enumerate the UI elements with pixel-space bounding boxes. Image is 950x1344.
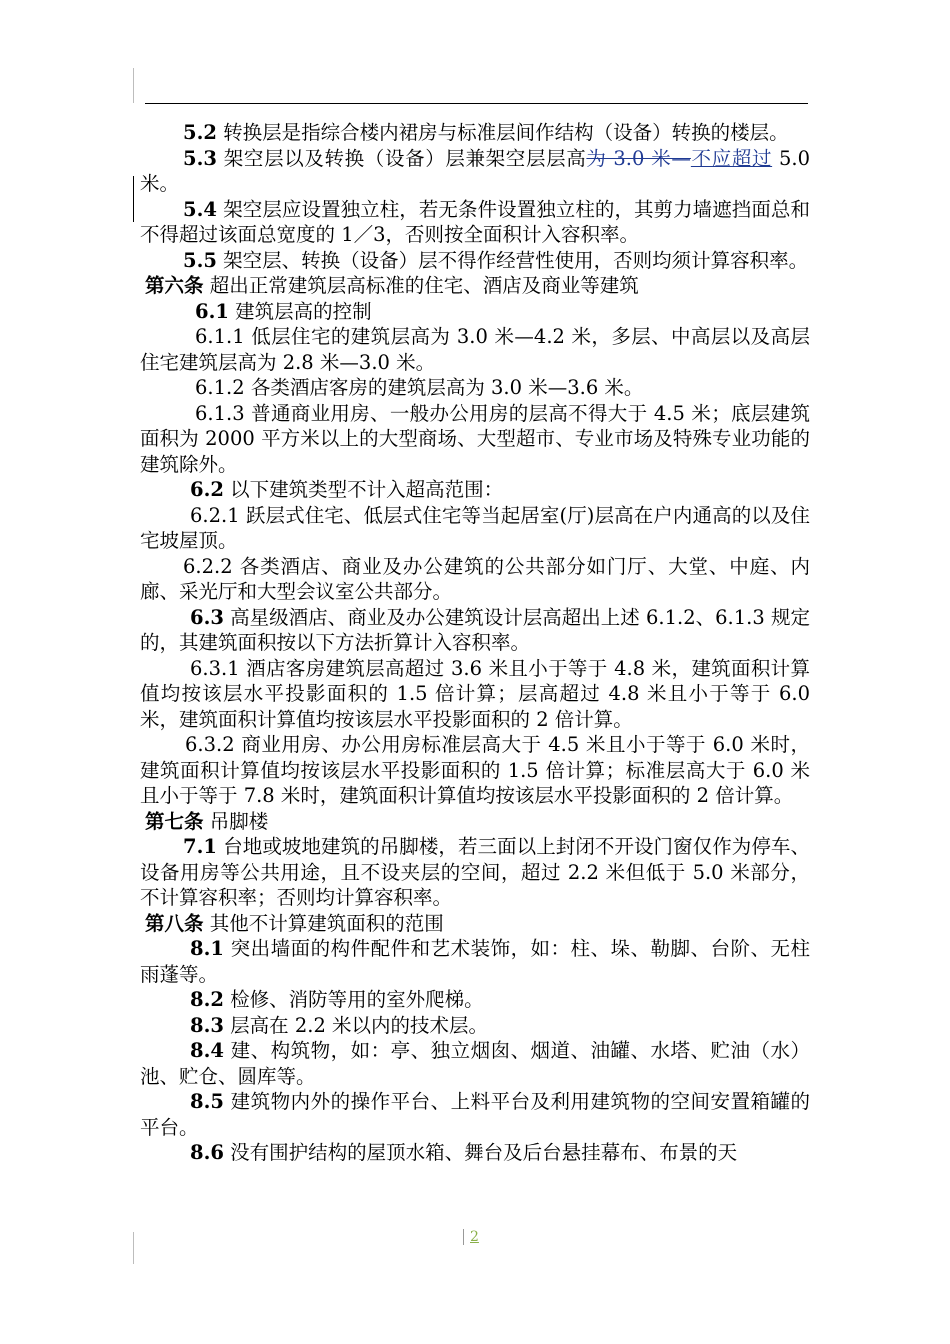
paragraph xyxy=(140,809,810,835)
clause-number: 7.1 xyxy=(183,835,217,858)
paragraph-text: 没有围护结构的屋顶水箱、舞台及后台悬挂幕布、布景的天 xyxy=(223,1141,738,1164)
paragraph xyxy=(140,401,810,478)
paragraph xyxy=(140,477,810,503)
clause-number: 8.6 xyxy=(190,1141,224,1164)
paragraph xyxy=(140,1140,810,1166)
paragraph xyxy=(140,375,810,401)
clause-number: 5.3 xyxy=(183,146,217,170)
paragraph xyxy=(140,554,810,605)
clause-number: 8.2 xyxy=(190,988,224,1011)
page-number: 2 xyxy=(470,1229,479,1245)
paragraph xyxy=(140,911,810,937)
clause-number: 第八条 xyxy=(145,911,204,935)
header-rule xyxy=(145,103,808,104)
paragraph-text: 层高在 2.2 米以内的技术层。 xyxy=(223,1013,489,1037)
crop-mark-top-left xyxy=(133,68,134,103)
paragraph xyxy=(140,248,810,274)
deleted-revision-text: 为 3.0 米— xyxy=(586,146,691,170)
document-body xyxy=(140,120,810,1166)
paragraph xyxy=(140,197,810,248)
footer-divider xyxy=(463,1229,464,1245)
clause-number: 5.5 xyxy=(183,248,217,272)
paragraph xyxy=(140,299,810,325)
paragraph-tail-text: 5.0 米。 xyxy=(140,146,810,195)
clause-number: 8.1 xyxy=(190,937,224,960)
paragraph-text: 高星级酒店、商业及办公建筑设计层高超出上述 6.1.2、6.1.3 规定的，其建筑面积按以下方法折算计入容积率。 xyxy=(140,605,810,654)
clause-number: 8.3 xyxy=(190,1013,224,1037)
clause-number: 6.2 xyxy=(190,478,224,501)
paragraph xyxy=(140,1038,810,1089)
paragraph-text: 6.1.3 普通商业用房、一般办公用房的层高不得大于 4.5 米；底层建筑面积为 2000 平方米以上的大型商场、大型超市、专业市场及特殊专业功能的建筑除外。 xyxy=(140,401,810,476)
paragraph-text: 突出墙面的构件配件和艺术装饰，如：柱、垛、勒脚、台阶、无柱雨蓬等。 xyxy=(140,937,810,986)
paragraph-text: 6.2.2 各类酒店、商业及办公建筑的公共部分如门厅、大堂、中庭、内廊、采光厅和大型会议室公共部分。 xyxy=(140,554,810,603)
paragraph-text: 架空层以及转换（设备）层兼架空层层高 xyxy=(216,146,587,170)
paragraph-text: 以下建筑类型不计入超高范围： xyxy=(223,478,504,501)
paragraph-text: 架空层、转换（设备）层不得作经营性使用，否则均须计算容积率。 xyxy=(216,248,809,272)
paragraph xyxy=(140,605,810,656)
crop-mark-bottom-left xyxy=(133,1232,134,1264)
paragraph-text: 建筑层高的控制 xyxy=(228,299,372,323)
paragraph-text: 6.2.1 跃层式住宅、低层式住宅等当起居室(厅)层高在户内通高的以及住宅坡屋顶。 xyxy=(140,503,810,552)
clause-number: 第七条 xyxy=(145,809,204,833)
paragraph-text: 6.1.1 低层住宅的建筑层高为 3.0 米—4.2 米，多层、中高层以及高层住宅建筑层高为 2.8 米—3.0 米。 xyxy=(140,325,810,374)
revision-change-bar xyxy=(133,176,134,222)
paragraph-text: 架空层应设置独立柱，若无条件设置独立柱的，其剪力墙遮挡面总和不得超过该面总宽度的 1／3，否则按全面积计入容积率。 xyxy=(140,197,810,246)
clause-number: 8.4 xyxy=(190,1039,224,1062)
paragraph xyxy=(140,503,810,554)
paragraph-text: 其他不计算建筑面积的范围 xyxy=(203,911,444,935)
paragraph xyxy=(140,120,810,146)
inserted-revision-text: 不应超过 xyxy=(690,146,773,170)
paragraph-text: 6.3.2 商业用房、办公用房标准层高大于 4.5 米且小于等于 6.0 米时，建筑面积计算值均按该层水平投影面积的 1.5 倍计算；标准层高大于 6.0 米且小于等于 7.8 米时，建筑面积计算值均按该层水平投影面积的 2 倍计算。 xyxy=(140,733,810,807)
paragraph xyxy=(140,936,810,987)
paragraph xyxy=(140,324,810,375)
paragraph-text: 吊脚楼 xyxy=(203,809,269,833)
paragraph-text: 检修、消防等用的室外爬梯。 xyxy=(223,988,484,1011)
paragraph xyxy=(140,1013,810,1039)
paragraph-text: 建、构筑物，如：亭、独立烟囱、烟道、油罐、水塔、贮油（水）池、贮仓、圆库等。 xyxy=(140,1039,810,1088)
paragraph-text: 超出正常建筑层高标准的住宅、酒店及商业等建筑 xyxy=(203,274,639,297)
clause-number: 5.2 xyxy=(183,121,217,144)
paragraph xyxy=(140,1089,810,1140)
clause-number: 第六条 xyxy=(145,274,204,297)
clause-number: 6.1 xyxy=(195,299,229,323)
paragraph-text: 转换层是指综合楼内裙房与标准层间作结构（设备）转换的楼层。 xyxy=(216,121,789,144)
paragraph xyxy=(140,732,810,809)
paragraph xyxy=(140,273,810,299)
clause-number: 5.4 xyxy=(183,197,217,221)
paragraph-text: 6.3.1 酒店客房建筑层高超过 3.6 米且小于等于 4.8 米，建筑面积计算值均按该层水平投影面积的 1.5 倍计算；层高超过 4.8 米且小于等于 6.0 米，建筑面积计算值均按该层水平投影面积的 2 倍计算。 xyxy=(140,656,810,731)
paragraph-text: 6.1.2 各类酒店客房的建筑层高为 3.0 米—3.6 米。 xyxy=(195,376,644,399)
clause-number: 6.3 xyxy=(190,605,224,629)
paragraph xyxy=(140,656,810,733)
clause-number: 8.5 xyxy=(190,1090,224,1113)
paragraph xyxy=(140,834,810,911)
paragraph xyxy=(140,146,810,197)
paragraph xyxy=(140,987,810,1013)
paragraph-text: 建筑物内外的操作平台、上料平台及利用建筑物的空间安置箱罐的平台。 xyxy=(140,1090,810,1139)
paragraph-text: 台地或坡地建筑的吊脚楼，若三面以上封闭不开设门窗仅作为停车、设备用房等公共用途，且不设夹层的空间，超过 2.2 米但低于 5.0 米部分，不计算容积率；否则均计算容积率。 xyxy=(140,835,810,909)
